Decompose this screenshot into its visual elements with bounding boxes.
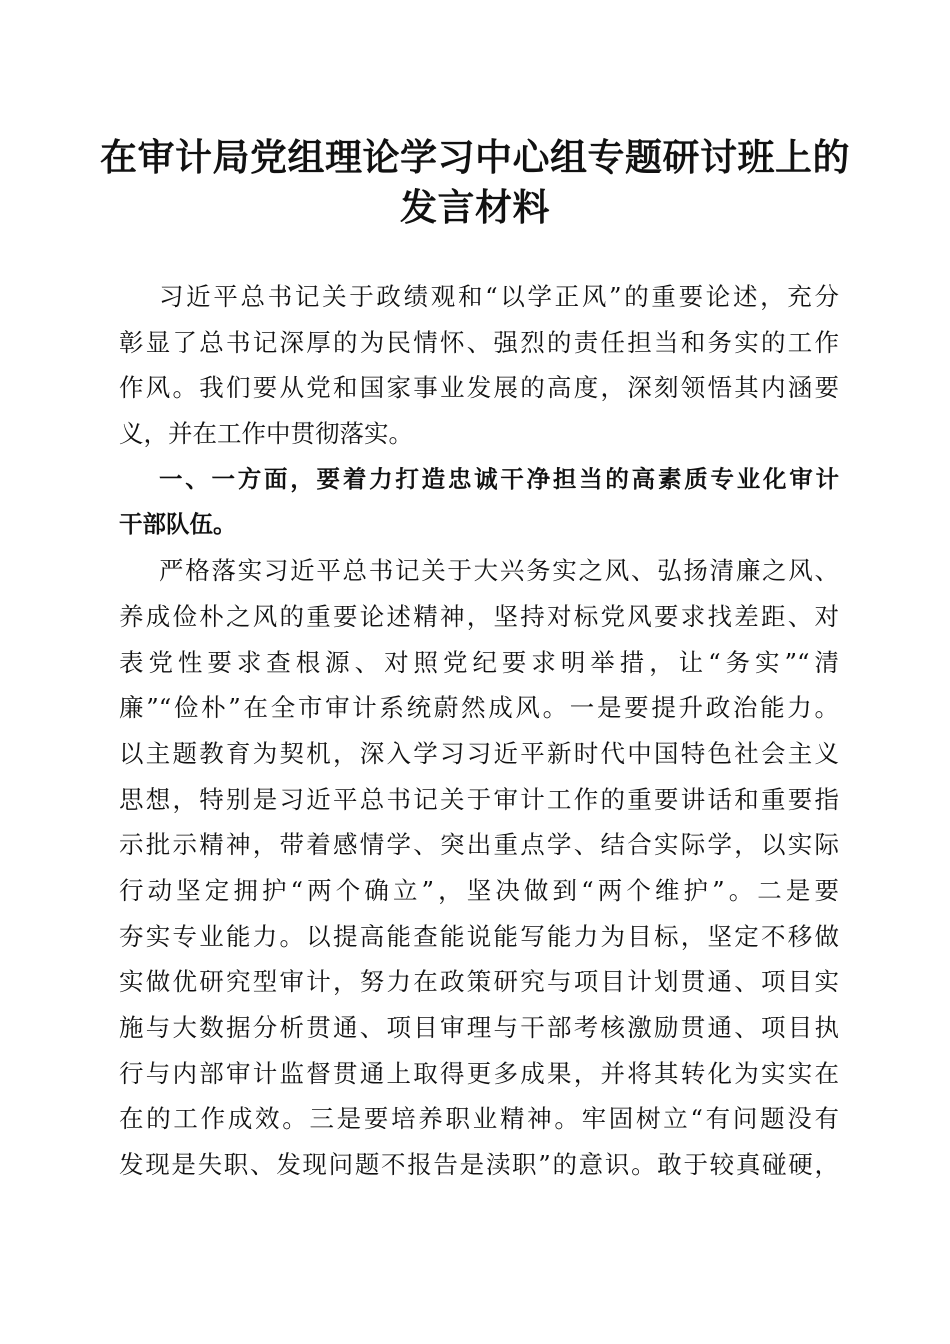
paragraph-line: 思想，特别是习近平总书记关于审计工作的重要讲话和重要指 [119,784,839,814]
paragraph-line: 发现是失职、发现问题不报告是渎职”的意识。敢于较真碰硬， [119,1150,839,1180]
paragraph-line: 严格落实习近平总书记关于大兴务实之风、弘扬清廉之风、 [159,556,839,586]
paragraph-line: 施与大数据分析贯通、项目审理与干部考核激励贯通、项目执 [119,1013,839,1042]
paragraph-line: 在的工作成效。三是要培养职业精神。牢固树立“有问题没有 [119,1104,839,1134]
paragraph-line: 作风。我们要从党和国家事业发展的高度，深刻领悟其内涵要 [119,373,839,403]
paragraph-line: 实做优研究型审计，努力在政策研究与项目计划贯通、项目实 [119,967,839,997]
paragraph-line: 夯实专业能力。以提高能查能说能写能力为目标，坚定不移做 [119,921,839,951]
paragraph-intro [119,274,839,457]
heading-line: 一、一方面，要着力打造忠诚干净担当的高素质专业化审计 [159,464,839,493]
paragraph-line: 行动坚定拥护“两个确立”，坚决做到“两个维护”。二是要 [119,875,839,905]
document-body [119,274,839,1188]
heading-line: 干部队伍。 [119,510,237,539]
paragraph-line: 廉”“俭朴”在全市审计系统蔚然成风。一是要提升政治能力。 [119,693,839,723]
paragraph-line: 彰显了总书记深厚的为民情怀、强烈的责任担当和务实的工作 [119,327,839,357]
title-line-2: 发言材料 [400,185,550,229]
paragraph-line: 义，并在工作中贯彻落实。 [119,419,413,449]
document-title [100,132,850,232]
paragraph-line: 以主题教育为契机，深入学习习近平新时代中国特色社会主义 [119,738,839,768]
section-heading-1 [119,457,839,548]
paragraph-section-1 [119,548,839,1188]
title-line-1: 在审计局党组理论学习中心组专题研讨班上的 [100,135,850,179]
paragraph-line: 习近平总书记关于政绩观和“以学正风”的重要论述，充分 [159,282,839,311]
paragraph-line: 养成俭朴之风的重要论述精神，坚持对标党风要求找差距、对 [119,601,839,631]
paragraph-line: 示批示精神，带着感情学、突出重点学、结合实际学，以实际 [119,830,839,860]
paragraph-line: 表党性要求查根源、对照党纪要求明举措，让“务实”“清 [119,647,839,677]
paragraph-line: 行与内部审计监督贯通上取得更多成果，并将其转化为实实在 [119,1058,839,1088]
